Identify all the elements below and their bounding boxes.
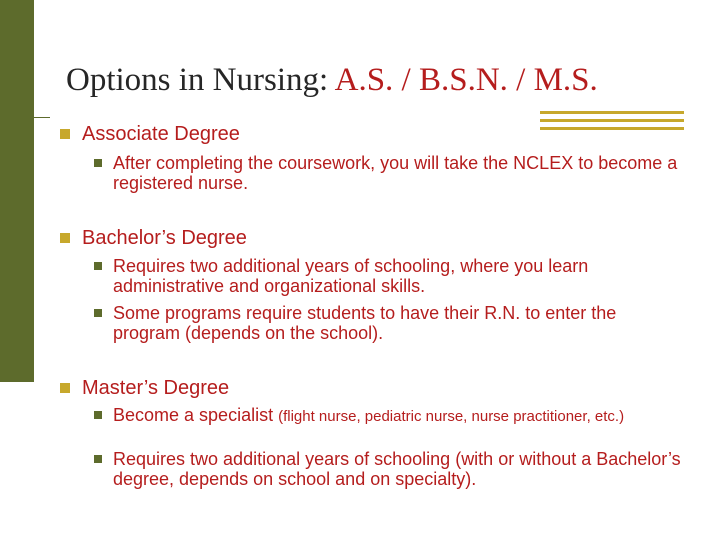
sub-point-text: After completing the coursework, you will take the NCLEX to become a registered nurse. bbox=[113, 153, 678, 193]
square-bullet-icon bbox=[60, 383, 70, 393]
sub-point-text: Some programs require students to have their R.N. to enter the program (depends on the school). bbox=[113, 303, 617, 343]
decorative-line bbox=[540, 119, 684, 122]
square-bullet-icon bbox=[60, 129, 70, 139]
slide-title-main: Options in Nursing: bbox=[66, 62, 335, 98]
decorative-line bbox=[540, 111, 684, 114]
left-accent-bar bbox=[0, 0, 34, 382]
square-bullet-icon bbox=[94, 159, 102, 167]
decorative-lines bbox=[540, 111, 684, 135]
sub-point bbox=[94, 153, 686, 193]
section-heading-text: Master’s Degree bbox=[82, 377, 230, 399]
square-bullet-icon bbox=[94, 455, 102, 463]
slide-title bbox=[66, 60, 598, 100]
sub-point-main: Become a specialist bbox=[113, 405, 279, 425]
sub-point bbox=[94, 303, 686, 343]
square-bullet-icon bbox=[94, 262, 102, 270]
sub-point bbox=[94, 256, 686, 296]
title-divider-tick bbox=[34, 117, 50, 118]
square-bullet-icon bbox=[60, 233, 70, 243]
sub-point-text: Requires two additional years of schooling, where you learn administrative and organizational skills. bbox=[113, 256, 589, 296]
sub-point bbox=[94, 405, 686, 427]
sub-point-text: Requires two additional years of schooling (with or without a Bachelor’s degree, depends on school and on specialty). bbox=[113, 449, 681, 489]
section-heading-text: Bachelor’s Degree bbox=[82, 227, 247, 249]
slide-title-accent: A.S. / B.S.N. / M.S. bbox=[334, 62, 598, 98]
decorative-line bbox=[540, 127, 684, 130]
square-bullet-icon bbox=[94, 411, 102, 419]
sub-point bbox=[94, 449, 686, 489]
sub-point-text bbox=[113, 405, 686, 427]
square-bullet-icon bbox=[94, 309, 102, 317]
section-heading-text: Associate Degree bbox=[82, 123, 240, 145]
sub-point-detail: (flight nurse, pediatric nurse, nurse practitioner, etc.) bbox=[278, 408, 625, 425]
